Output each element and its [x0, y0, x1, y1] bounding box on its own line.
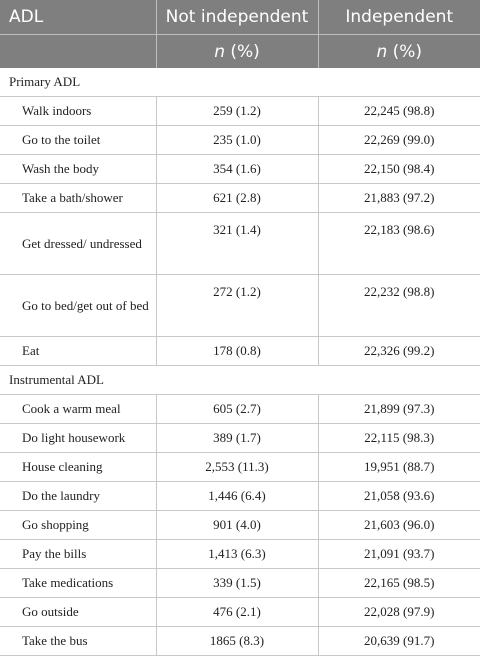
cell-not-independent: 272 (1.2)	[156, 275, 318, 337]
cell-independent: 22,028 (97.9)	[318, 598, 480, 627]
row-label: Take the bus	[0, 627, 156, 656]
cell-independent: 22,269 (99.0)	[318, 126, 480, 155]
table-row	[0, 337, 480, 366]
cell-independent: 22,232 (98.8)	[318, 275, 480, 337]
cell-independent: 21,603 (96.0)	[318, 511, 480, 540]
cell-not-independent: 476 (2.1)	[156, 598, 318, 627]
row-label: Go to the toilet	[0, 126, 156, 155]
row-label: Do the laundry	[0, 482, 156, 511]
row-label: House cleaning	[0, 453, 156, 482]
header-independent: Independent	[318, 0, 480, 35]
table-row	[0, 395, 480, 424]
subheader-pct: (%)	[387, 41, 423, 62]
cell-independent: 22,183 (98.6)	[318, 213, 480, 275]
table-row	[0, 424, 480, 453]
cell-not-independent: 2,553 (11.3)	[156, 453, 318, 482]
row-label: Do light housework	[0, 424, 156, 453]
row-label: Take medications	[0, 569, 156, 598]
table-row	[0, 184, 480, 213]
cell-not-independent: 339 (1.5)	[156, 569, 318, 598]
row-label: Go outside	[0, 598, 156, 627]
table-row	[0, 275, 480, 337]
cell-not-independent: 321 (1.4)	[156, 213, 318, 275]
table-header	[0, 0, 480, 68]
section-row	[0, 366, 480, 395]
cell-not-independent: 178 (0.8)	[156, 337, 318, 366]
cell-not-independent: 621 (2.8)	[156, 184, 318, 213]
row-label: Pay the bills	[0, 540, 156, 569]
row-label: Go to bed/get out of bed	[0, 275, 156, 337]
subheader-pct: (%)	[224, 41, 260, 62]
cell-not-independent: 901 (4.0)	[156, 511, 318, 540]
cell-independent: 22,245 (98.8)	[318, 97, 480, 126]
subheader-empty	[0, 35, 156, 69]
cell-independent: 22,326 (99.2)	[318, 337, 480, 366]
table-row	[0, 511, 480, 540]
subheader-n-pct-not-independent	[156, 35, 318, 69]
cell-independent: 21,899 (97.3)	[318, 395, 480, 424]
section-title: Instrumental ADL	[0, 366, 480, 395]
row-label: Cook a warm meal	[0, 395, 156, 424]
cell-independent: 21,058 (93.6)	[318, 482, 480, 511]
cell-independent: 22,150 (98.4)	[318, 155, 480, 184]
cell-independent: 22,165 (98.5)	[318, 569, 480, 598]
cell-independent: 21,091 (93.7)	[318, 540, 480, 569]
header-not-independent: Not independent	[156, 0, 318, 35]
table-row	[0, 155, 480, 184]
subheader-n: n	[376, 41, 388, 62]
table-row	[0, 213, 480, 275]
cell-not-independent: 235 (1.0)	[156, 126, 318, 155]
cell-independent: 20,639 (91.7)	[318, 627, 480, 656]
cell-not-independent: 389 (1.7)	[156, 424, 318, 453]
section-row	[0, 68, 480, 97]
cell-independent: 19,951 (88.7)	[318, 453, 480, 482]
table-row	[0, 482, 480, 511]
cell-not-independent: 354 (1.6)	[156, 155, 318, 184]
cell-not-independent: 605 (2.7)	[156, 395, 318, 424]
subheader-n: n	[214, 41, 225, 62]
table-row	[0, 453, 480, 482]
row-label: Get dressed/ undressed	[0, 213, 156, 275]
table-row	[0, 627, 480, 656]
table-row	[0, 540, 480, 569]
table-row	[0, 569, 480, 598]
cell-not-independent: 1,446 (6.4)	[156, 482, 318, 511]
row-label: Take a bath/shower	[0, 184, 156, 213]
table-row	[0, 598, 480, 627]
row-label: Walk indoors	[0, 97, 156, 126]
table-row	[0, 97, 480, 126]
row-label: Wash the body	[0, 155, 156, 184]
section-title: Primary ADL	[0, 68, 480, 97]
table-row	[0, 126, 480, 155]
cell-not-independent: 1,413 (6.3)	[156, 540, 318, 569]
cell-not-independent: 1865 (8.3)	[156, 627, 318, 656]
cell-independent: 22,115 (98.3)	[318, 424, 480, 453]
subheader-n-pct-independent	[318, 35, 480, 69]
cell-not-independent: 259 (1.2)	[156, 97, 318, 126]
header-adl: ADL	[0, 0, 156, 35]
cell-independent: 21,883 (97.2)	[318, 184, 480, 213]
row-label: Go shopping	[0, 511, 156, 540]
table-body	[0, 68, 480, 656]
row-label: Eat	[0, 337, 156, 366]
